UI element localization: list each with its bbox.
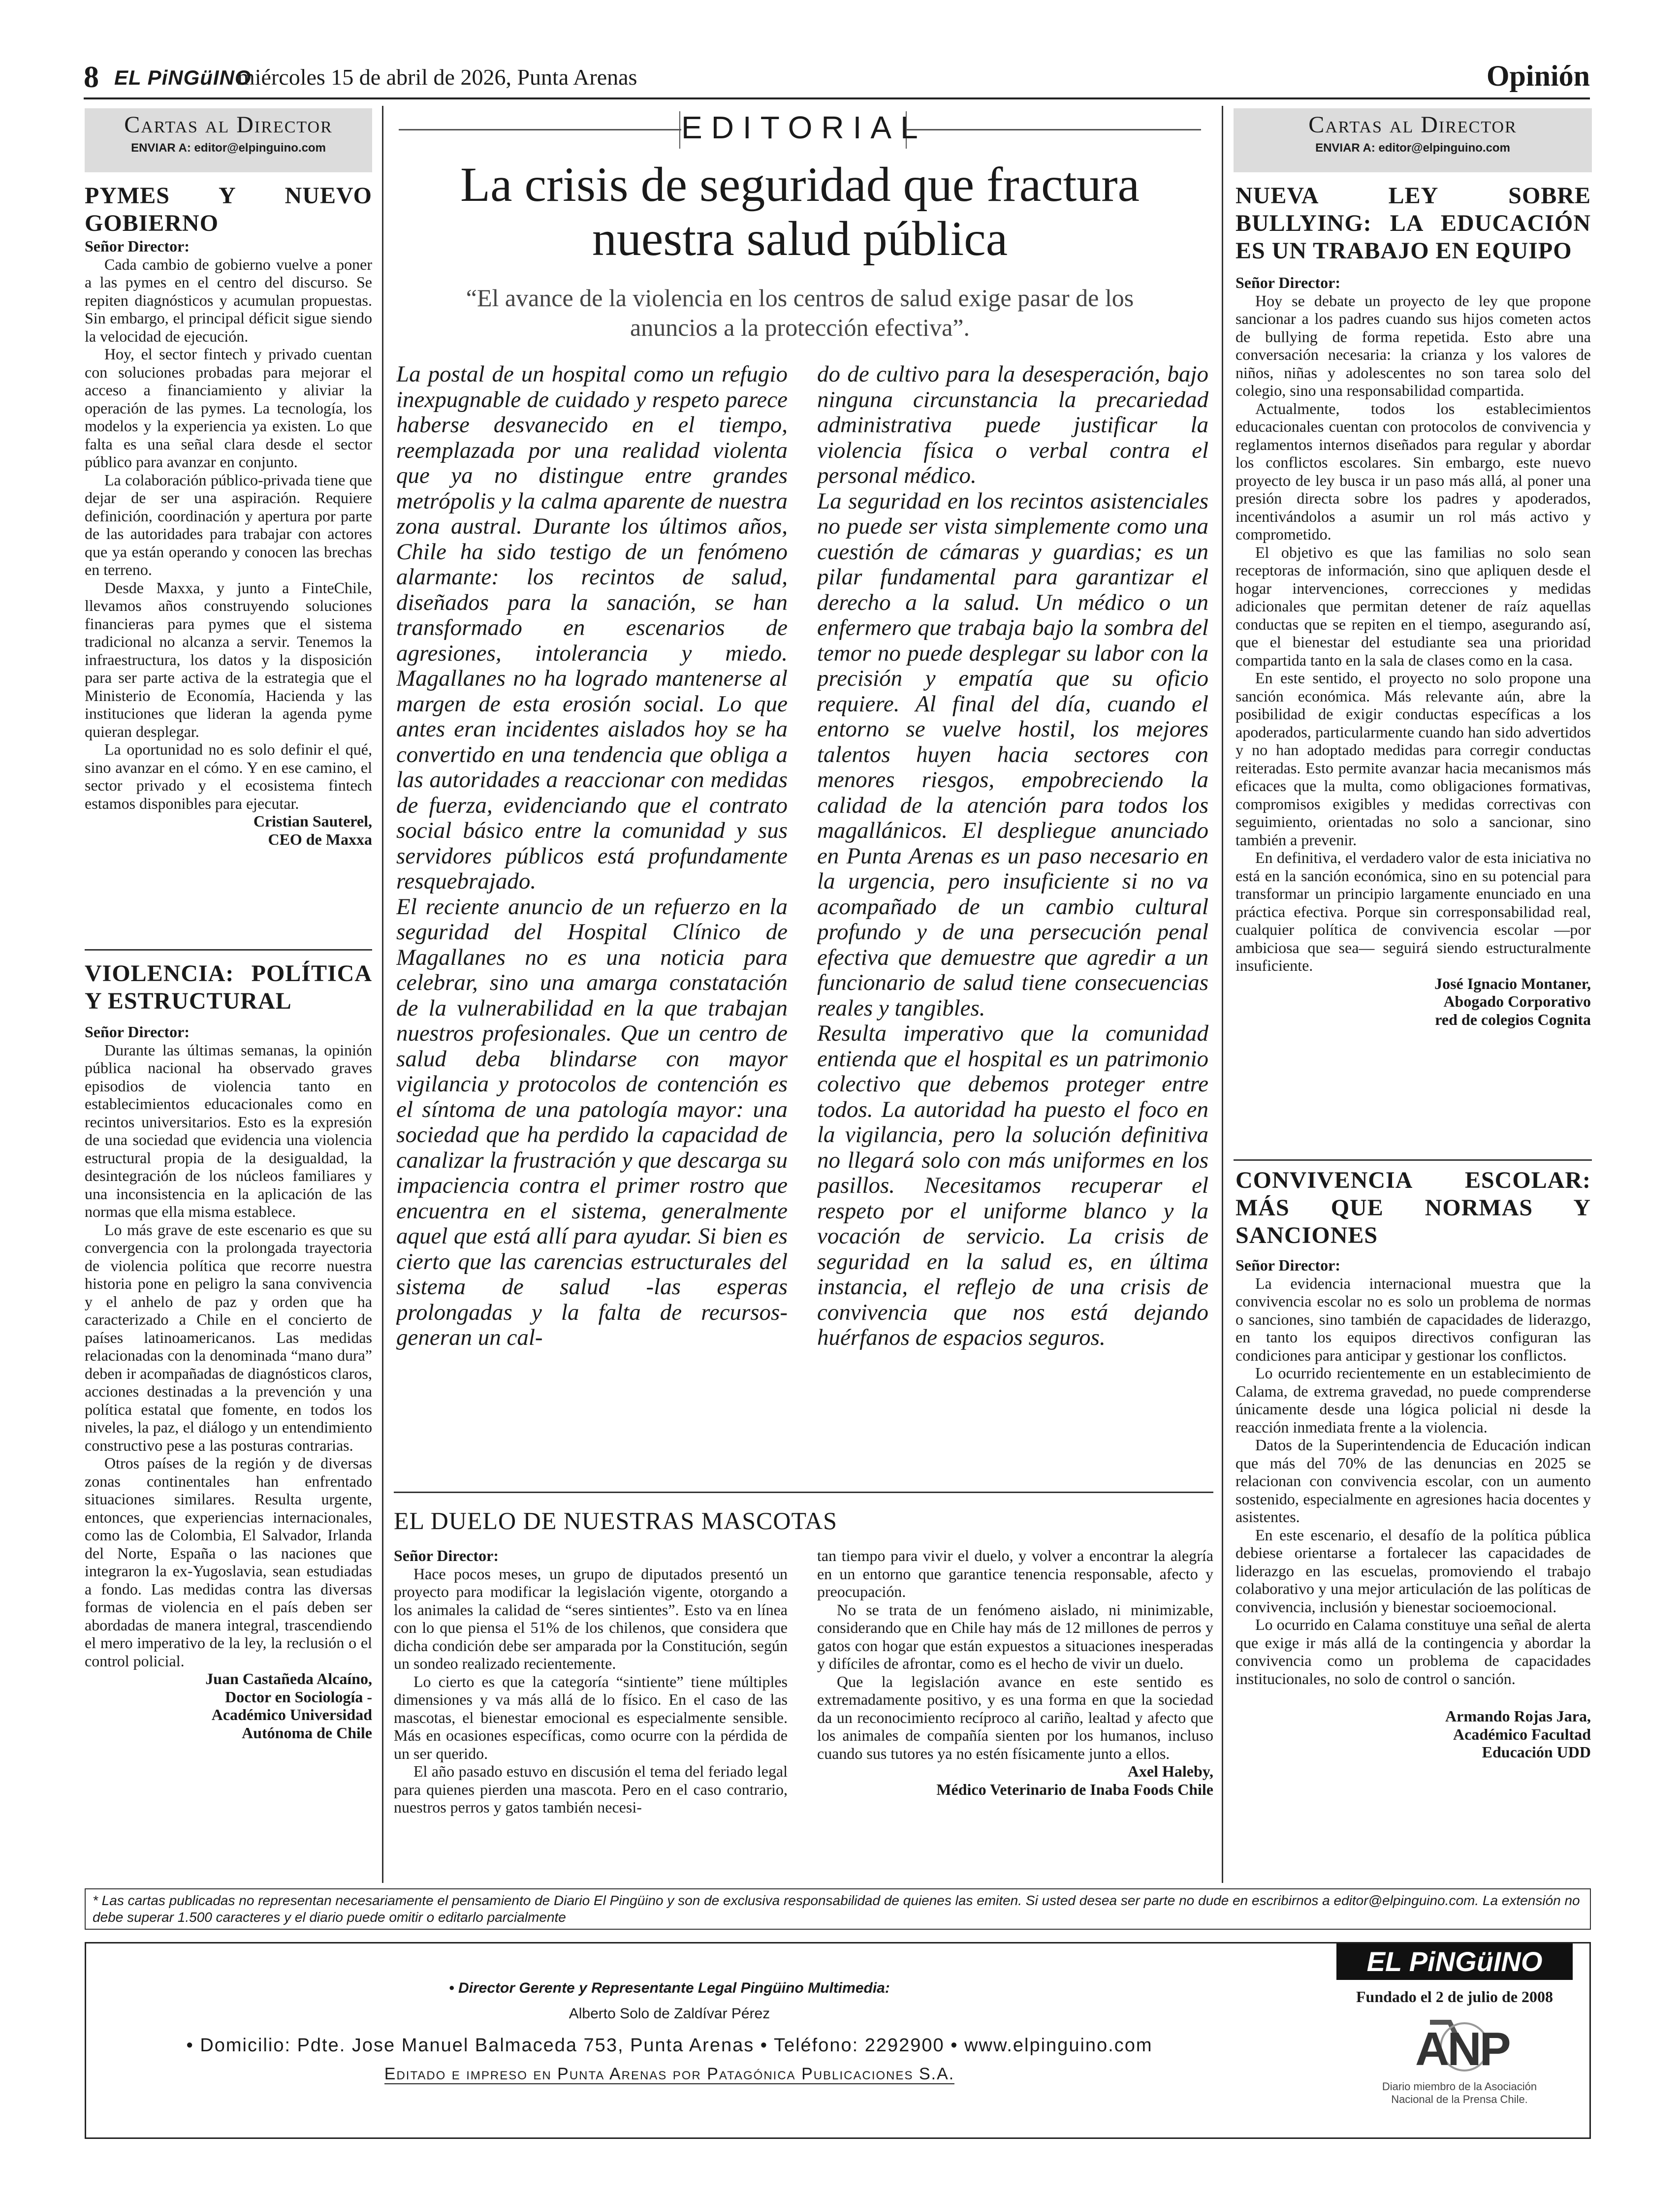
imprint-box xyxy=(85,1942,1591,2139)
editorial-paragraph: El reciente anuncio de un refuerzo en la seguridad del Hospital Clínico de Magallanes no es una noticia para celebrar, sino una amarga constatación de la vulnerabilidad en la que trabajan nuestros profesionales. Que un centro de salud deba blindarse con mayor vigilancia y protocolos de contención es el síntoma de una patología mayor: una sociedad que ha perdido la capacidad de canalizar la frustración y que descarga su impaciencia contra el primer rostro que encuentra en el sistema, generalmente aquel que está allí para ayudar. Si bien es cierto que las carencias estructurales del sistema de salud -las esperas prolongadas y la falta de recursos- generan un cal- xyxy=(396,893,788,1350)
anp-logo xyxy=(1395,2012,1523,2076)
letter-paragraph: Hace pocos meses, un grupo de diputados presentó un proyecto para modificar la legislación vigente, otorgando a los animales la calidad de “seres sintientes”. Esto va en línea con lo que piensa el 51% de los chilenos, que considera que dicha condición debe ser amparada por la Constitución, según un sondeo realizado recientemente. xyxy=(394,1564,788,1672)
cartas-email[interactable]: ENVIAR A: editor@elpinguino.com xyxy=(131,141,326,155)
letter-signature: Cristian Sauterel, xyxy=(253,812,372,830)
letter-paragraph: Hoy, el sector fintech y privado cuentan con soluciones probadas para mejorar el acceso a financiamiento y aliviar la operación de las pymes. La tecnología, los modelos y la experiencia ya existen. Lo que falta es una señal clara desde el sector público para avanzar en conjunto. xyxy=(85,345,372,471)
anp-text: Diario miembro de la Asociación Nacional de la Prensa Chile. xyxy=(1382,2080,1537,2105)
letter-salutation: Señor Director: xyxy=(1236,274,1340,291)
letter-paragraph: Lo ocurrido recientemente en un establecimiento de Calama, de extrema gravedad, no puede comprenderse únicamente desde una lógica policial ni desde la reacción inmediata frente a la violencia. xyxy=(1236,1364,1591,1436)
letter-pymes xyxy=(85,182,372,940)
mascotas-title: EL DUELO DE NUESTRAS MASCOTAS xyxy=(394,1507,837,1534)
editorial-column-2 xyxy=(817,362,1208,1489)
page-number: 8 xyxy=(84,61,99,94)
editorial-subtitle: “El avance de la violencia en los centros de salud exige pasar de los anuncios a la protección efectiva”. xyxy=(466,284,1134,341)
footer-logo-box xyxy=(1336,1943,1573,1980)
editorial-paragraph: do de cultivo para la desesperación, bajo ninguna circunstancia la precariedad administrativa puede justificar la violencia física o verbal contra el personal médico. xyxy=(817,362,1208,488)
divider xyxy=(394,1492,1213,1493)
letter-signature: Autónoma de Chile xyxy=(242,1723,372,1742)
letter-paragraph: No se trata de un fenómeno aislado, ni minimizable, considerando que en Chile hay más de 12 millones de perros y gatos con hogar que están expuestos a situaciones inesperadas y difíciles de afrontar, como es el hecho de vivir un duelo. xyxy=(817,1600,1213,1672)
letter-paragraph: La colaboración público-privada tiene que dejar de ser una aspiración. Requiere definición, coordinación y apertura por parte de las autoridades para trabajar con actores que ya están operando y conocen las brechas en terreno. xyxy=(85,471,372,578)
letter-paragraph: Otros países de la región y de diversas zonas continentales han enfrentado situaciones similares. Resulta urgente, entonces, que experiencias internacionales, como las de Colombia, El Salvador, Irlanda del Norte, España o las naciones que integraron la ex-Yugoslavia, sean estudiadas a fondo. Las medidas contra las diversas formas de violencia en el país deben ser abordadas de manera integral, trascendiendo el mero imperativo de la ley, la reclusión o el control policial. xyxy=(85,1454,372,1670)
cartas-box-left xyxy=(85,108,372,172)
editorial-rule-tick xyxy=(679,111,680,149)
letter-paragraph: Cada cambio de gobierno vuelve a poner a las pymes en el centro del discurso. Se repiten diagnósticos y acumulan propuestas. Sin embargo, el principal déficit sigue siendo la velocidad de ejecución. xyxy=(85,255,372,345)
letter-title: PYMES Y NUEVO GOBIERNO xyxy=(85,183,372,236)
printed-wrap xyxy=(86,2065,1253,2084)
footer-note-box xyxy=(85,1888,1591,1930)
letter-paragraph: Desde Maxxa, y junto a FinteChile, llevamos años construyendo soluciones financieras para pymes que el sistema tradicional no alcanza a servir. Tenemos la infraestructura, los datos y la disposición para ser parte activa de la estrategia que el Ministerio de Economía, Hacienda y las instituciones que lideran la agenda pyme quieran desplegar. xyxy=(85,578,372,740)
letter-signature: Médico Veterinario de Inaba Foods Chile xyxy=(936,1780,1213,1798)
letter-signature: red de colegios Cognita xyxy=(1435,1010,1591,1028)
mascotas-column-2 xyxy=(817,1547,1213,1881)
letter-paragraph: tan tiempo para vivir el duelo, y volver a encontrar la alegría en un entorno que garantice tenencia responsable, afecto y preocupación. xyxy=(817,1547,1213,1600)
founded: Fundado el 2 de julio de 2008 xyxy=(1356,1988,1553,2006)
letter-signature: Armando Rojas Jara, xyxy=(1445,1707,1591,1725)
letter-salutation: Señor Director: xyxy=(85,237,190,255)
footer-logo: EL PiNGüINO xyxy=(1366,1946,1543,1977)
letter-title: NUEVA LEY SOBRE BULLYING: LA EDUCACIÓN ES UN TRABAJO EN EQUIPO xyxy=(1236,183,1591,264)
letter-paragraph: La evidencia internacional muestra que la convivencia escolar no es solo un problema de normas o sanciones, sino también de capacidades de liderazgo, en tanto los equipos directivos configuran las condiciones para anticipar y gestionar los conflictos. xyxy=(1236,1274,1591,1364)
letter-paragraph: Actualmente, todos los establecimientos educacionales cuentan con protocolos de convivencia y reglamentos internos diseñados para regular y abordar los conflictos escolares. Sin embargo, este nuevo proyecto de ley busca ir un paso más allá, al poner una presión directa sobre los padres y apoderados, incentivándolos a asumir un rol más activo y comprometido. xyxy=(1236,399,1591,543)
footer-note: * Las cartas publicadas no representan necesariamente el pensamiento de Diario El Pingüino y son de exclusiva responsabilidad de quienes las emiten. Si usted desea ser parte no dude en escribirnos a editor@elpinguino.com. La extensión no debe superar 1.500 caracteres y el diario puede omitir o editarlo parcialmente xyxy=(93,1893,1580,1925)
letter-paragraph: El año pasado estuvo en discusión el tema del feriado legal para quienes pierden una mascota. Pero en el caso contrario, nuestros perros y gatos también necesi- xyxy=(394,1762,788,1816)
column-divider xyxy=(1222,106,1223,1883)
divider xyxy=(85,949,372,951)
letter-title: CONVIVENCIA ESCOLAR: MÁS QUE NORMAS Y SANCIONES xyxy=(1236,1167,1591,1248)
letter-signature: José Ignacio Montaner, xyxy=(1434,974,1591,992)
letter-signature: Juan Castañeda Alcaíno, xyxy=(205,1670,372,1688)
letter-salutation: Señor Director: xyxy=(85,1023,190,1041)
letter-signature: Doctor en Sociología - xyxy=(225,1688,372,1706)
letter-paragraph: Hoy se debate un proyecto de ley que propone sancionar a los padres cuando sus hijos cometen actos de bullying de forma repetida. Esto abre una conversación necesaria: la crianza y los valores de niños, niñas y adolescentes no son tarea solo del colegio, sino una responsabilidad compartida. xyxy=(1236,291,1591,399)
letter-paragraph: El objetivo es que las familias no solo sean receptoras de información, sino que apliquen desde el hogar intervenciones, correcciones y medidas adicionales que permitan detener de raíz aquellas conductas que se repiten en el tiempo, asegurando así, que el bienestar del estudiante sea una prioridad compartida tanto en la sala de clases como en la casa. xyxy=(1236,543,1591,669)
printed-by: Editado e impreso en Punta Arenas por Patagónica Publicaciones S.A. xyxy=(384,2065,955,2083)
letter-signature: CEO de Maxxa xyxy=(268,830,372,848)
letter-paragraph: Que la legislación avance en este sentido es extremadamente positivo, y es una forma en que la sociedad da un reconocimiento recíproco al cariño, lealtad y afecto que los animales de compañía sienten por los humanos, incluso cuando sus tutores ya no estén físicamente junto a ellos. xyxy=(817,1672,1213,1762)
letter-paragraph: Lo más grave de este escenario es que su convergencia con la prolongada trayectoria de violencia política que recorre nuestra historia pone en peligro la sana convivencia y el anhelo de paz y orden que ha caracterizado a Chile en el concierto de países latinoamericanos. Las medidas relacionadas con la denominada “mano dura” deben ir acompañadas de diagnósticos claros, acciones destinadas a la prevención y una política estatal que fomente, en todos los niveles, la paz, el diálogo y un entendimiento constructivo pese a las posturas contrarias. xyxy=(85,1220,372,1454)
divider xyxy=(1234,1159,1592,1161)
letter-signature: Académico Facultad xyxy=(1453,1725,1591,1743)
editorial-label-wrap xyxy=(681,109,927,146)
letter-bullying xyxy=(1236,182,1591,1157)
editorial-paragraph: La seguridad en los recintos asistenciales no puede ser vista simplemente como una cuestión de cámaras y guardias; es un pilar fundamental para garantizar el derecho a la salud. Un médico o un enfermero que trabaja bajo la sombra del temor no puede desplegar su labor con la precisión y empatía que su oficio requiere. Al final del día, cuando el entorno se vuelve hostil, los mejores talentos huyen hacia sectores con menores riesgos, empobreciendo la calidad de la atención para todos los magallánicos. El despliegue anunciado en Punta Arenas es un paso necesario en la urgencia, pero insuficiente si no va acompañado de un cambio cultural profundo y de una persecución penal efectiva que demuestre que agredir a un funcionario de salud tiene consecuencias reales y tangibles. xyxy=(817,488,1208,1021)
editorial-label: EDITORIAL xyxy=(681,110,927,145)
letter-paragraph: Durante las últimas semanas, la opinión pública nacional ha observado graves episodios de violencia tanto en establecimientos educacionales como en recintos universitarios. Esto es la expresión de una sociedad que evidencia una violencia estructural propia de la desigualdad, la desintegración de los núcleos familiares y una inconsistencia en la aplicación de las normas que ella misma establece. xyxy=(85,1041,372,1220)
letter-signature: Educación UDD xyxy=(1482,1743,1591,1761)
page-header xyxy=(84,60,1590,99)
editorial-paragraph: La postal de un hospital como un refugio inexpugnable de cuidado y respeto parece haberse desvanecido en el tiempo, reemplazada por una realidad violenta que ya no distingue entre grandes metrópolis y la calma aparente de nuestra zona austral. Durante los últimos años, Chile ha sido testigo de un fenómeno alarmante: los recintos de salud, diseñados para la sanación, se han transformado en escenarios de agresiones, intolerancia y miedo. Magallanes no ha logrado mantenerse al margen de esta erosión social. Lo que antes eran incidentes aislados hoy se ha convertido en una tendencia que obliga a las autoridades a reaccionar con medidas de fuerza, evidenciando que el contrato social básico entre la comunidad y sus servidores públicos está profundamente resquebrajado. xyxy=(396,362,788,894)
letter-violencia xyxy=(85,960,372,1880)
letter-paragraph: Lo cierto es que la categoría “sintiente” tiene múltiples dimensiones y va más allá de lo físico. En el caso de las mascotas, el bienestar emocional es especialmente sensible. Más en ocasiones específicas, como ocurre con la pérdida de un ser querido. xyxy=(394,1672,788,1762)
director-name: Alberto Solo de Zaldívar Pérez xyxy=(569,2006,770,2022)
letter-paragraph: En definitiva, el verdadero valor de esta iniciativa no está en la sanción económica, sino en su potencial para transformar un principio largamente enunciado en una práctica efectiva. Porque sin corresponsabilidad real, cualquier política de convivencia escolar —por ambiciosa que sea— seguirá siendo estructuralmente insuficiente. xyxy=(1236,849,1591,974)
editorial-column-1 xyxy=(396,362,788,1489)
header-date: miércoles 15 de abril de 2026, Punta Arenas xyxy=(237,64,637,90)
director-label: • Director Gerente y Representante Legal Pingüino Multimedia: xyxy=(449,1980,890,1996)
letter-salutation: Señor Director: xyxy=(394,1547,499,1564)
letter-paragraph: La oportunidad no es solo definir el qué, sino avanzar en el cómo. Y en ese camino, el sector privado y el ecosistema fintech estamos disponibles para ejecutar. xyxy=(85,740,372,812)
letter-paragraph: Lo ocurrido en Calama constituye una señal de alerta que exige ir más allá de la contingencia y abordar la convivencia como un problema de capacidades institucionales, no solo de control o sanción. xyxy=(1236,1616,1591,1688)
mascotas-column-1 xyxy=(394,1547,788,1881)
section-title: Opinión xyxy=(1486,60,1590,92)
header-logo: EL PiNGüINO xyxy=(114,66,252,89)
letter-signature: Abogado Corporativo xyxy=(1443,992,1591,1010)
letter-title: VIOLENCIA: POLÍTICA Y ESTRUCTURAL xyxy=(85,960,372,1014)
letter-paragraph: Datos de la Superintendencia de Educación indican que más del 70% de las denuncias en 2025 se relacionan con convivencia escolar, con un aumento sostenido, especialmente en agresiones hacia docentes y asistentes. xyxy=(1236,1436,1591,1526)
letter-salutation: Señor Director: xyxy=(1236,1256,1340,1274)
letter-signature: Axel Haleby, xyxy=(1127,1762,1213,1780)
cartas-title: Cartas al Director xyxy=(1308,112,1517,138)
editorial-title: La crisis de seguridad que fractura nuestra salud pública xyxy=(460,157,1140,266)
column-divider xyxy=(382,106,383,1883)
cartas-title: Cartas al Director xyxy=(124,112,333,138)
letter-signature: Académico Universidad xyxy=(211,1706,372,1723)
letter-paragraph: En este sentido, el proyecto no solo propone una sanción económica. Más relevante aún, abre la posibilidad de exigir conductas específicas a los apoderados, particularmente cuando han sido advertidos y no han adoptado medidas para corregir conductas reiteradas. Esto permite avanzar hacia mecanismos más eficaces que la multa, como obligaciones formativas, compromisos exigibles y medidas correctivas con seguimiento, orientadas no solo a sancionar, sino también a prevenir. xyxy=(1236,669,1591,849)
anp-letters: ANP xyxy=(1415,2023,1509,2075)
letter-convivencia xyxy=(1236,1167,1591,1883)
address: • Domicilio: Pdte. Jose Manuel Balmaceda 753, Punta Arenas • Teléfono: 2292900 • www.elpinguino.com xyxy=(186,2035,1153,2056)
cartas-box-right xyxy=(1234,108,1592,172)
letter-paragraph: En este escenario, el desafío de la política pública debiese orientarse a fortalecer las capacidades de liderazgo en las escuelas, promoviendo el trabajo colaborativo y una mejor articulación de las políticas de convivencia, inclusión y bienestar socioemocional. xyxy=(1236,1526,1591,1616)
cartas-email[interactable]: ENVIAR A: editor@elpinguino.com xyxy=(1315,141,1510,155)
editorial-paragraph: Resulta imperativo que la comunidad entienda que el hospital es un patrimonio colectivo que debemos proteger entre todos. La autoridad ha puesto el foco en la vigilancia, pero la solución definitiva no llegará solo con más uniformes en los pasillos. Necesitamos recuperar el respeto por el uniforme blanco y la vocación de servicio. La crisis de seguridad en la salud es, en última instancia, el reflejo de una crisis de convivencia que nos está dejando huérfanos de espacios seguros. xyxy=(817,1020,1208,1350)
